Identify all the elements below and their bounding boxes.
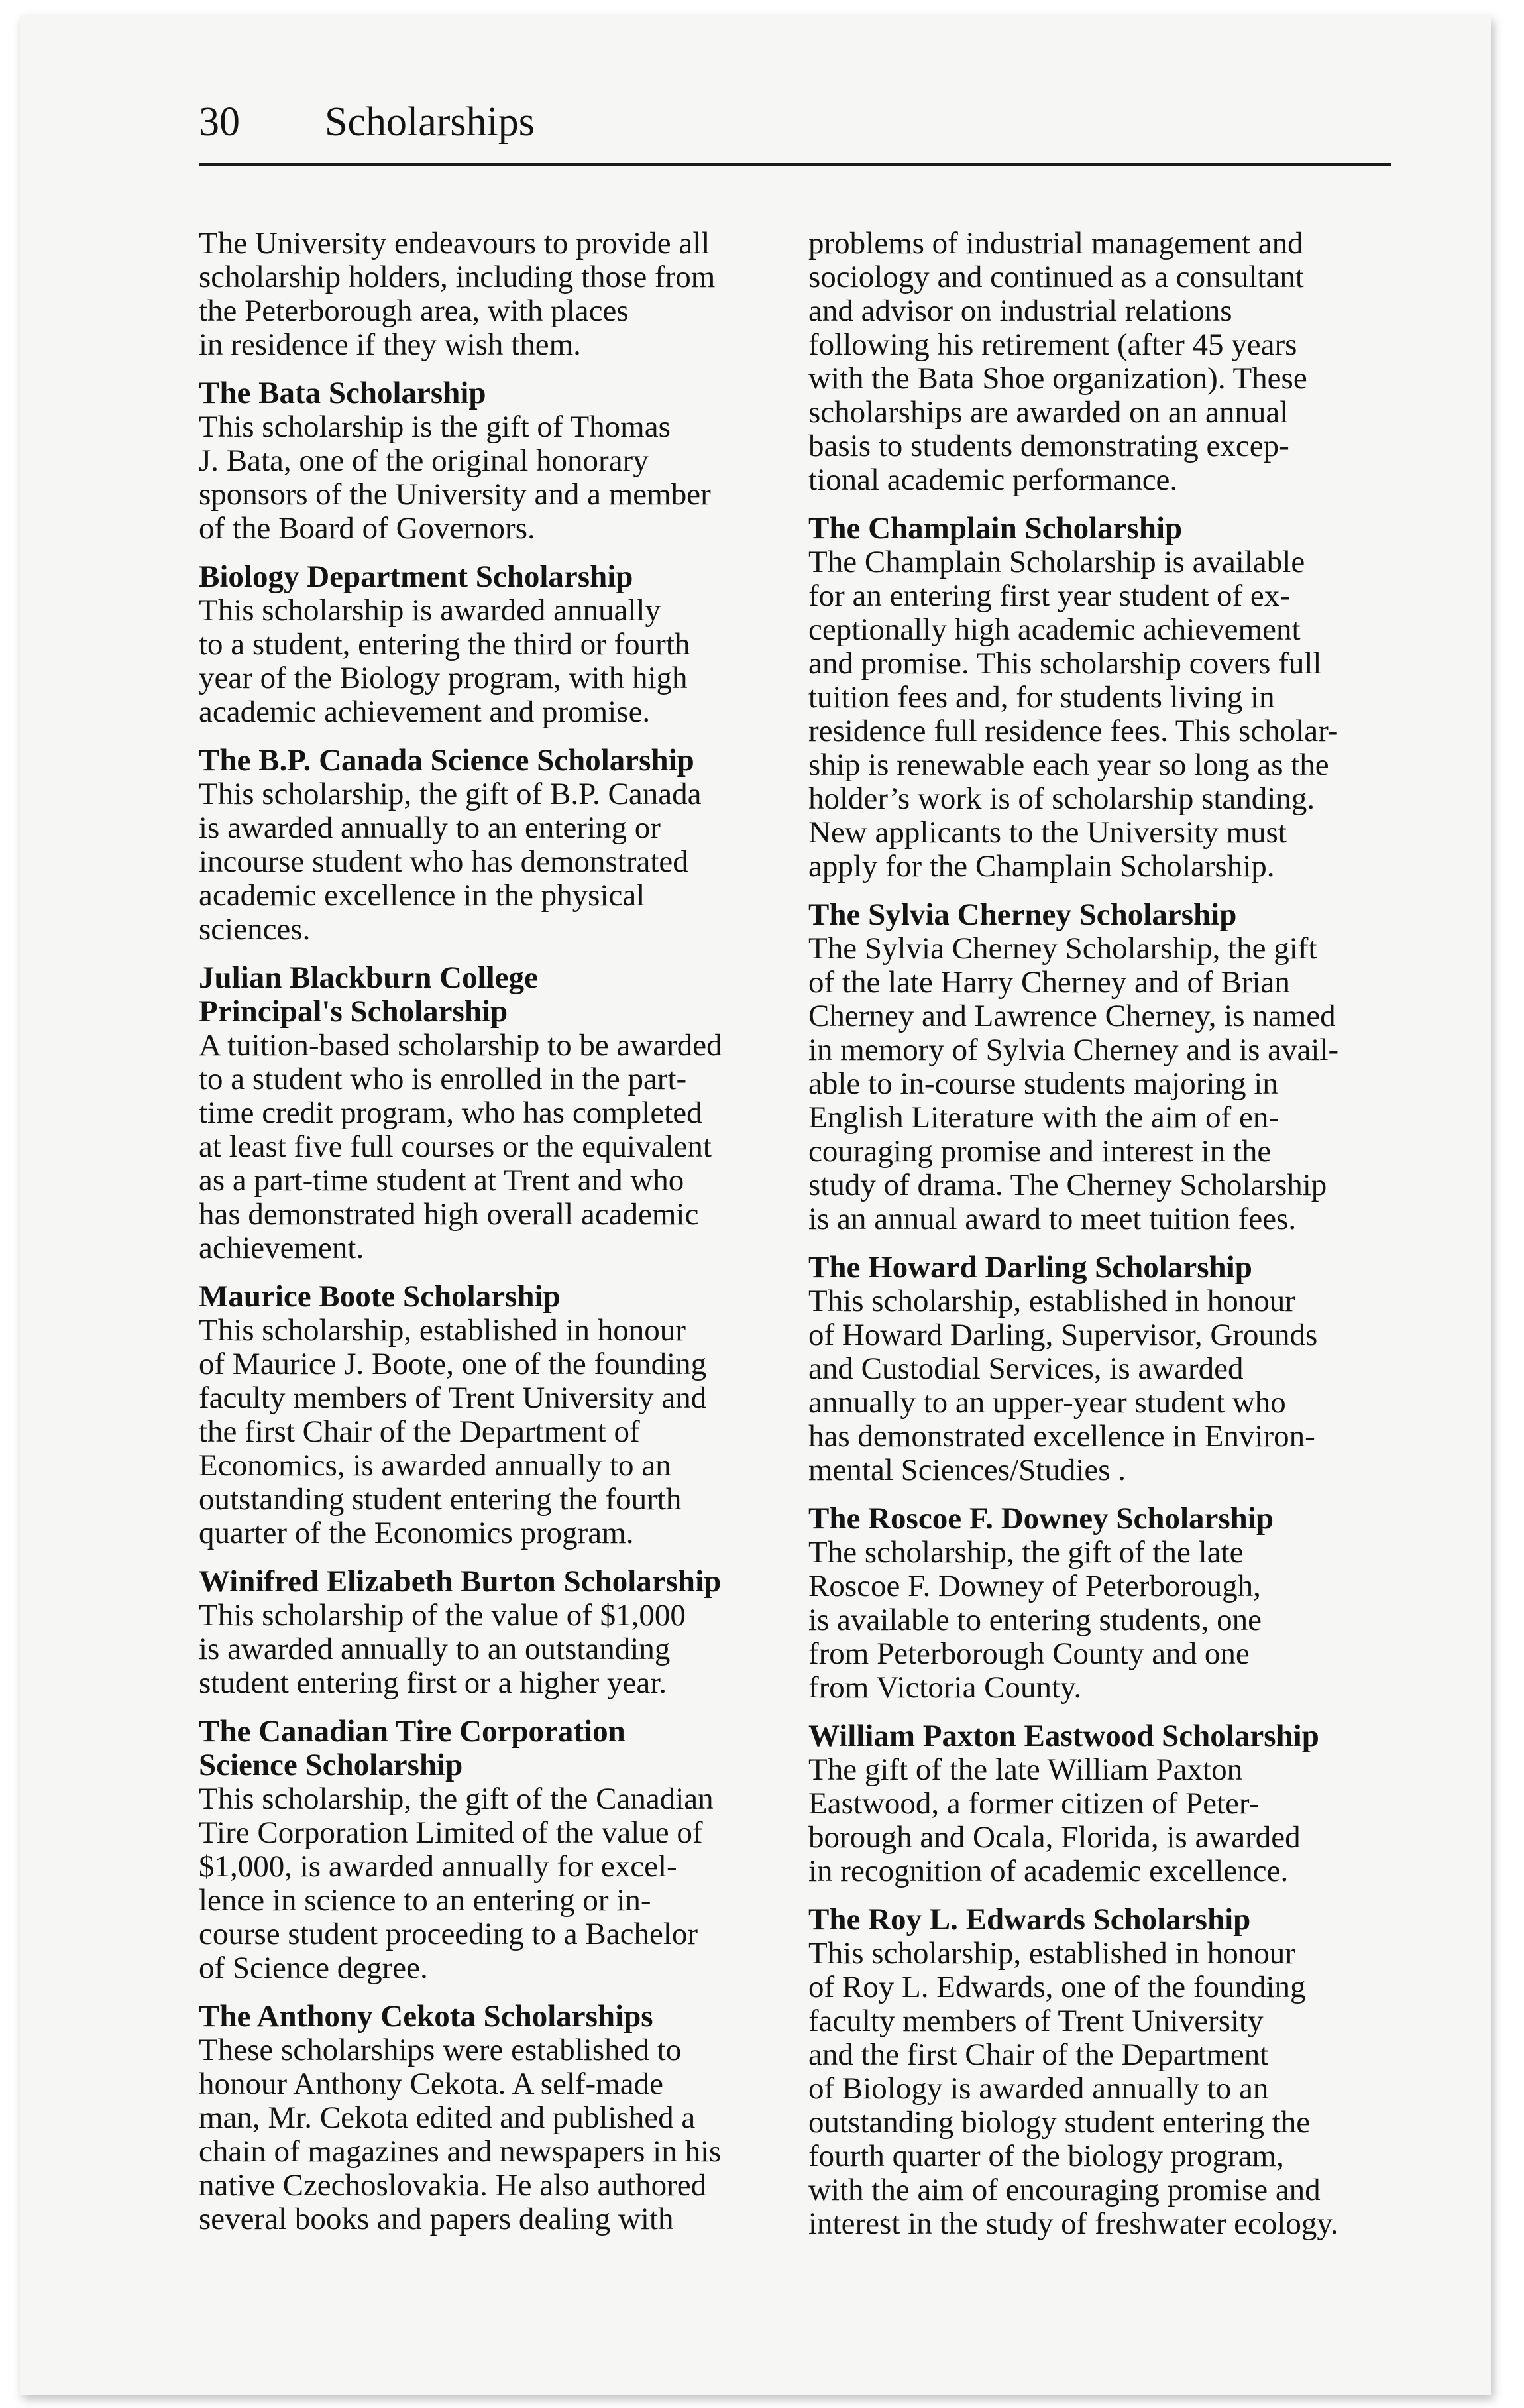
paragraph-line: The University endeavours to provide all: [199, 227, 710, 260]
page-number: 30: [199, 99, 240, 144]
scholarship-description-line: holder’s work is of scholarship standing.: [808, 781, 1315, 816]
scholarship-description-line: Tire Corporation Limited of the value of: [199, 1815, 703, 1850]
scholarship-description-line: and promise. This scholarship covers full: [808, 646, 1322, 681]
scholarship-description-line: tuition fees and, for students living in: [808, 680, 1275, 715]
scholarship-description-line: of the Board of Governors.: [199, 511, 535, 545]
scholarship-title: Biology Department Scholarship: [199, 559, 633, 594]
scholarship-entry: [808, 1719, 1382, 1888]
scholarship-description-line: is available to entering students, one: [808, 1603, 1262, 1637]
scholarship-entry: [808, 1251, 1382, 1487]
scholarship-description-line: able to in-course students majoring in: [808, 1066, 1278, 1101]
scholarship-description-line: English Literature with the aim of en-: [808, 1100, 1279, 1135]
scholarship-description-line: borough and Ocala, Florida, is awarded: [808, 1820, 1301, 1855]
scholarship-description-line: course student proceeding to a Bachelor: [199, 1917, 698, 1951]
scholarship-description-line: apply for the Champlain Scholarship.: [808, 849, 1275, 884]
paragraph-line: and advisor on industrial relations: [808, 294, 1232, 328]
scholarship-description-line: The Sylvia Cherney Scholarship, the gift: [808, 931, 1317, 966]
scholarship-description-line: This scholarship, established in honour: [808, 1284, 1295, 1318]
scholarship-description-line: of Biology is awarded annually to an: [808, 2071, 1269, 2106]
scholarship-description-line: faculty members of Trent University: [808, 2004, 1264, 2038]
scholarship-description-line: and the first Chair of the Department: [808, 2037, 1269, 2072]
scholarship-title: Science Scholarship: [199, 1748, 463, 1782]
scholarship-entry: [808, 1903, 1382, 2241]
scholarship-description-line: is awarded annually to an outstanding: [199, 1632, 671, 1666]
scholarship-description-line: at least five full courses or the equivalent: [199, 1129, 712, 1164]
scholarship-description-line: lence in science to an entering or in-: [199, 1883, 651, 1918]
scholarship-description-line: ship is renewable each year so long as the: [808, 748, 1329, 782]
page-title: Scholarships: [325, 99, 535, 144]
scholarship-description-line: Cherney and Lawrence Cherney, is named: [808, 999, 1336, 1033]
continued-paragraph: [808, 227, 1382, 497]
scholarship-description-line: in memory of Sylvia Cherney and is avail-: [808, 1033, 1339, 1067]
scholarship-description-line: fourth quarter of the biology program,: [808, 2139, 1284, 2173]
scholarship-description-line: quarter of the Economics program.: [199, 1516, 634, 1550]
scholarship-description-line: A tuition-based scholarship to be awarded: [199, 1028, 722, 1062]
scholarship-description-line: of Roy L. Edwards, one of the founding: [808, 1970, 1306, 2004]
scholarship-description-line: Economics, is awarded annually to an: [199, 1448, 671, 1483]
scholarship-description-line: The scholarship, the gift of the late: [808, 1535, 1244, 1570]
scholarship-description-line: year of the Biology program, with high: [199, 661, 688, 695]
scholarship-description-line: couraging promise and interest in the: [808, 1134, 1272, 1169]
scholarship-description-line: outstanding student entering the fourth: [199, 1482, 682, 1517]
scholarship-description-line: The Champlain Scholarship is available: [808, 545, 1305, 579]
scholarship-title: The Champlain Scholarship: [808, 511, 1183, 545]
scholarship-description-line: of Maurice J. Boote, one of the founding: [199, 1347, 707, 1381]
scholarship-description-line: of Science degree.: [199, 1951, 428, 1985]
scholarship-description-line: several books and papers dealing with: [199, 2202, 674, 2236]
scholarship-description-line: interest in the study of freshwater ecology.: [808, 2207, 1338, 2241]
scholarship-description-line: This scholarship is awarded annually: [199, 593, 661, 628]
paragraph-line: tional academic performance.: [808, 463, 1178, 497]
scholarship-description-line: J. Bata, one of the original honorary: [199, 443, 649, 478]
paragraph-line: problems of industrial management and: [808, 227, 1303, 260]
scholarship-description-line: from Victoria County.: [808, 1670, 1082, 1705]
left-column: [199, 227, 772, 2328]
scholarship-description-line: This scholarship is the gift of Thomas: [199, 410, 671, 444]
paragraph-line: scholarships are awarded on an annual: [808, 395, 1289, 430]
scholarship-description-line: These scholarships were established to: [199, 2033, 682, 2067]
scholarship-description-line: academic excellence in the physical: [199, 878, 645, 913]
scholarship-description-line: faculty members of Trent University and: [199, 1381, 707, 1415]
scholarship-description-line: This scholarship, established in honour: [808, 1936, 1295, 1971]
scholarship-description-line: the first Chair of the Department of: [199, 1414, 640, 1449]
scholarship-description-line: annually to an upper-year student who: [808, 1385, 1286, 1420]
paragraph-line: scholarship holders, including those from: [199, 260, 716, 294]
scholarship-title: The Roscoe F. Downey Scholarship: [808, 1501, 1274, 1536]
scholarship-title: The Bata Scholarship: [199, 376, 486, 410]
scholarship-description-line: native Czechoslovakia. He also authored: [199, 2168, 707, 2203]
page-header: [199, 92, 1391, 152]
scholarship-description-line: This scholarship of the value of $1,000: [199, 1598, 686, 1633]
scholarship-title: Maurice Boote Scholarship: [199, 1279, 561, 1314]
paragraph-line: with the Bata Shoe organization). These: [808, 361, 1307, 396]
scholarship-title: The Roy L. Edwards Scholarship: [808, 1902, 1251, 1937]
scholarship-title: Winifred Elizabeth Burton Scholarship: [199, 1564, 722, 1599]
paragraph-line: sociology and continued as a consultant: [808, 260, 1304, 294]
scholarship-entry: [199, 1280, 772, 1550]
scholarship-description-line: has demonstrated excellence in Environ-: [808, 1419, 1315, 1454]
scholarship-description-line: of Howard Darling, Supervisor, Grounds: [808, 1318, 1318, 1352]
scholarship-entry: [199, 560, 772, 729]
scholarship-entry: [199, 1565, 772, 1700]
scholarship-description-line: is an annual award to meet tuition fees.: [808, 1202, 1297, 1236]
scholarship-entry: [199, 1715, 772, 1985]
scholarship-description-line: to a student, entering the third or fourth: [199, 627, 690, 661]
scholarship-description-line: ceptionally high academic achievement: [808, 612, 1301, 647]
scholarship-description-line: honour Anthony Cekota. A self-made: [199, 2067, 663, 2101]
scholarship-entry: [199, 2000, 772, 2236]
scholarship-description-line: incourse student who has demonstrated: [199, 844, 688, 879]
scholarship-entry: [808, 512, 1382, 884]
scholarship-title: The Anthony Cekota Scholarships: [199, 1999, 653, 2034]
scholarship-description-line: student entering first or a higher year.: [199, 1666, 667, 1700]
scholarship-entry: [199, 961, 772, 1265]
scholarship-description-line: study of drama. The Cherney Scholarship: [808, 1168, 1327, 1202]
scholarship-description-line: This scholarship, the gift of the Canadian: [199, 1782, 714, 1816]
scholarship-title: The Sylvia Cherney Scholarship: [808, 897, 1237, 932]
paragraph-line: the Peterborough area, with places: [199, 294, 629, 328]
scholarship-description-line: achievement.: [199, 1231, 364, 1265]
scholarship-description-line: from Peterborough County and one: [808, 1636, 1250, 1671]
scholarship-description-line: The gift of the late William Paxton: [808, 1752, 1243, 1787]
scholarship-description-line: time credit program, who has completed: [199, 1096, 702, 1130]
scholarship-description-line: $1,000, is awarded annually for excel-: [199, 1849, 677, 1884]
scholarship-description-line: for an entering first year student of ex-: [808, 579, 1290, 613]
header-rule: [199, 163, 1391, 166]
paragraph-line: following his retirement (after 45 years: [808, 327, 1297, 362]
scholarship-description-line: residence full residence fees. This scholar-: [808, 714, 1338, 748]
scholarship-title: Principal's Scholarship: [199, 994, 508, 1029]
right-column: [808, 227, 1382, 2328]
scholarship-title: William Paxton Eastwood Scholarship: [808, 1719, 1319, 1753]
scholarship-description-line: sponsors of the University and a member: [199, 477, 711, 512]
scholarship-description-line: man, Mr. Cekota edited and published a: [199, 2100, 696, 2135]
paragraph-line: basis to students demonstrating excep-: [808, 429, 1289, 463]
scholarship-description-line: is awarded annually to an entering or: [199, 811, 661, 845]
scholarship-entry: [199, 376, 772, 545]
scholarship-description-line: as a part-time student at Trent and who: [199, 1163, 684, 1198]
scholarship-title: The Canadian Tire Corporation: [199, 1714, 626, 1749]
paragraph-line: in residence if they wish them.: [199, 327, 581, 362]
scholarship-description-line: has demonstrated high overall academic: [199, 1197, 699, 1232]
scholarship-description-line: with the aim of encouraging promise and: [808, 2173, 1321, 2207]
scholarship-description-line: Roscoe F. Downey of Peterborough,: [808, 1569, 1261, 1603]
scholarship-entry: [808, 1502, 1382, 1705]
scholarship-description-line: to a student who is enrolled in the part-: [199, 1062, 687, 1096]
scholarship-title: The Howard Darling Scholarship: [808, 1250, 1252, 1285]
scholarship-title: Julian Blackburn College: [199, 960, 538, 995]
document-page: [20, 16, 1491, 2395]
intro-paragraph: [199, 227, 772, 362]
scholarship-description-line: This scholarship, the gift of B.P. Canada: [199, 777, 702, 811]
scholarship-description-line: New applicants to the University must: [808, 815, 1287, 850]
scholarship-description-line: Eastwood, a former citizen of Peter-: [808, 1786, 1260, 1821]
scholarship-entry: [199, 744, 772, 946]
scholarship-description-line: of the late Harry Cherney and of Brian: [808, 965, 1290, 1000]
scholarship-description-line: chain of magazines and newspapers in his: [199, 2134, 722, 2169]
scholarship-description-line: and Custodial Services, is awarded: [808, 1351, 1244, 1386]
scholarship-description-line: outstanding biology student entering the: [808, 2105, 1311, 2140]
scholarship-description-line: This scholarship, established in honour: [199, 1313, 686, 1347]
scholarship-description-line: sciences.: [199, 912, 311, 946]
scholarship-description-line: academic achievement and promise.: [199, 695, 651, 729]
scholarship-description-line: in recognition of academic excellence.: [808, 1854, 1289, 1888]
scholarship-description-line: mental Sciences/Studies .: [808, 1453, 1126, 1487]
scholarship-entry: [808, 898, 1382, 1236]
scholarship-title: The B.P. Canada Science Scholarship: [199, 743, 694, 777]
